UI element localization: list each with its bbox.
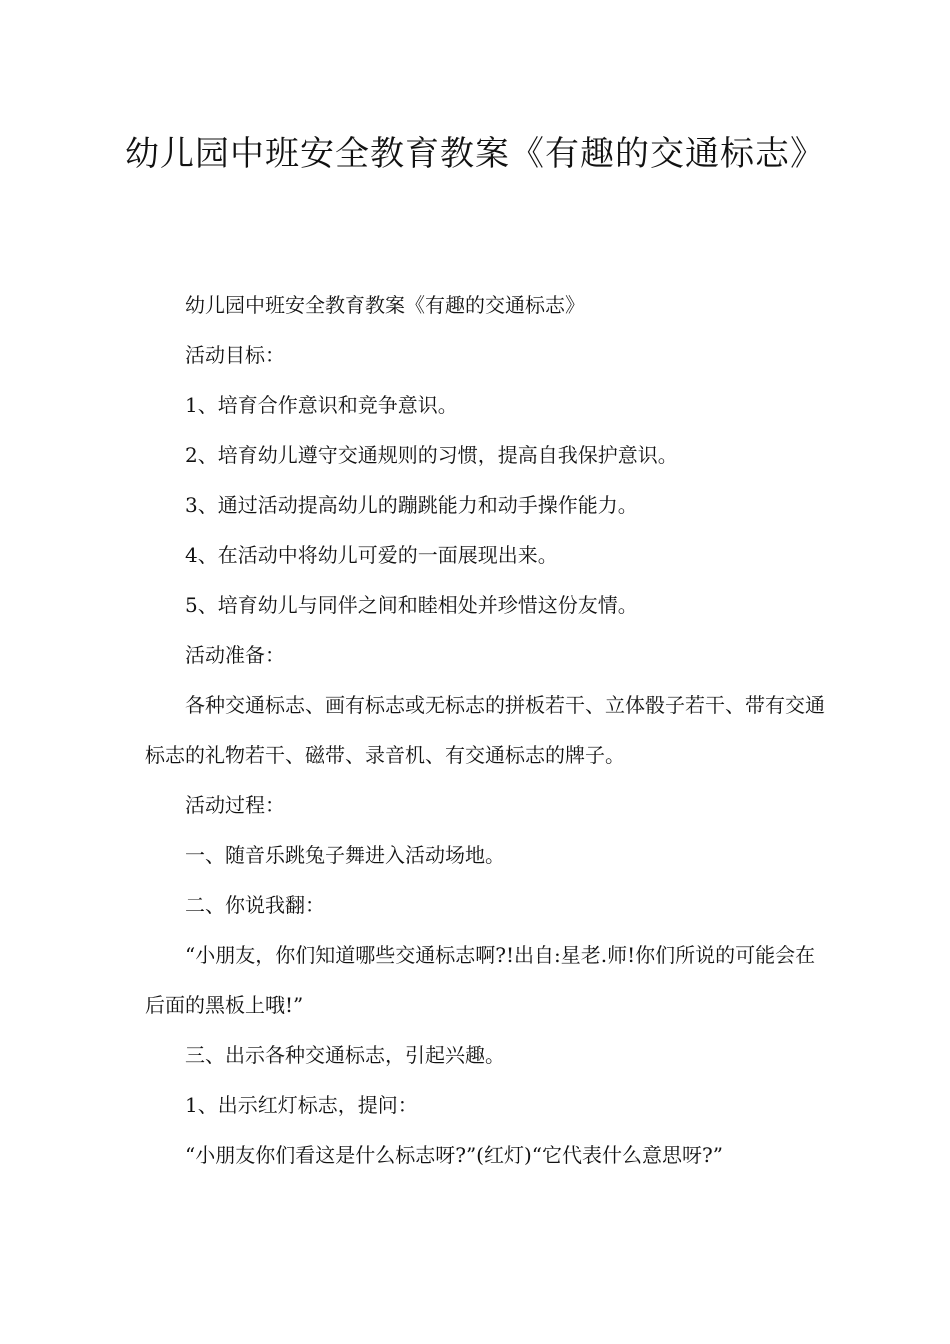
- paragraph: “小朋友你们看这是什么标志呀?”(红灯)“它代表什么意思呀?”: [185, 1143, 723, 1167]
- paragraph: “小朋友，你们知道哪些交通标志啊?!出自:星老.师!你们所说的可能会在后面的黑板上哦!”: [145, 943, 816, 1017]
- list-item: 一、随音乐跳兔子舞进入活动场地。: [185, 843, 505, 867]
- paragraph: 各种交通标志、画有标志或无标志的拼板若干、立体骰子若干、带有交通标志的礼物若干、磁带、录音机、有交通标志的牌子。: [145, 693, 825, 767]
- list-item: 4、在活动中将幼儿可爱的一面展现出来。: [185, 543, 558, 567]
- paragraph: 幼儿园中班安全教育教案《有趣的交通标志》: [185, 293, 585, 317]
- list-item: 二、你说我翻：: [185, 893, 325, 917]
- section-heading: 活动目标：: [185, 343, 285, 367]
- list-item: 1、出示红灯标志，提问：: [185, 1093, 418, 1117]
- section-heading: 活动过程：: [185, 793, 285, 817]
- list-item: 1、培育合作意识和竞争意识。: [185, 393, 458, 417]
- document-body: [145, 280, 835, 1180]
- document-title: 幼儿园中班安全教育教案《有趣的交通标志》: [125, 134, 825, 174]
- section-heading: 活动准备：: [185, 643, 285, 667]
- list-item: 三、出示各种交通标志，引起兴趣。: [185, 1043, 505, 1067]
- list-item: 5、培育幼儿与同伴之间和睦相处并珍惜这份友情。: [185, 593, 638, 617]
- list-item: 3、通过活动提高幼儿的蹦跳能力和动手操作能力。: [185, 493, 638, 517]
- list-item: 2、培育幼儿遵守交通规则的习惯，提高自我保护意识。: [185, 443, 678, 467]
